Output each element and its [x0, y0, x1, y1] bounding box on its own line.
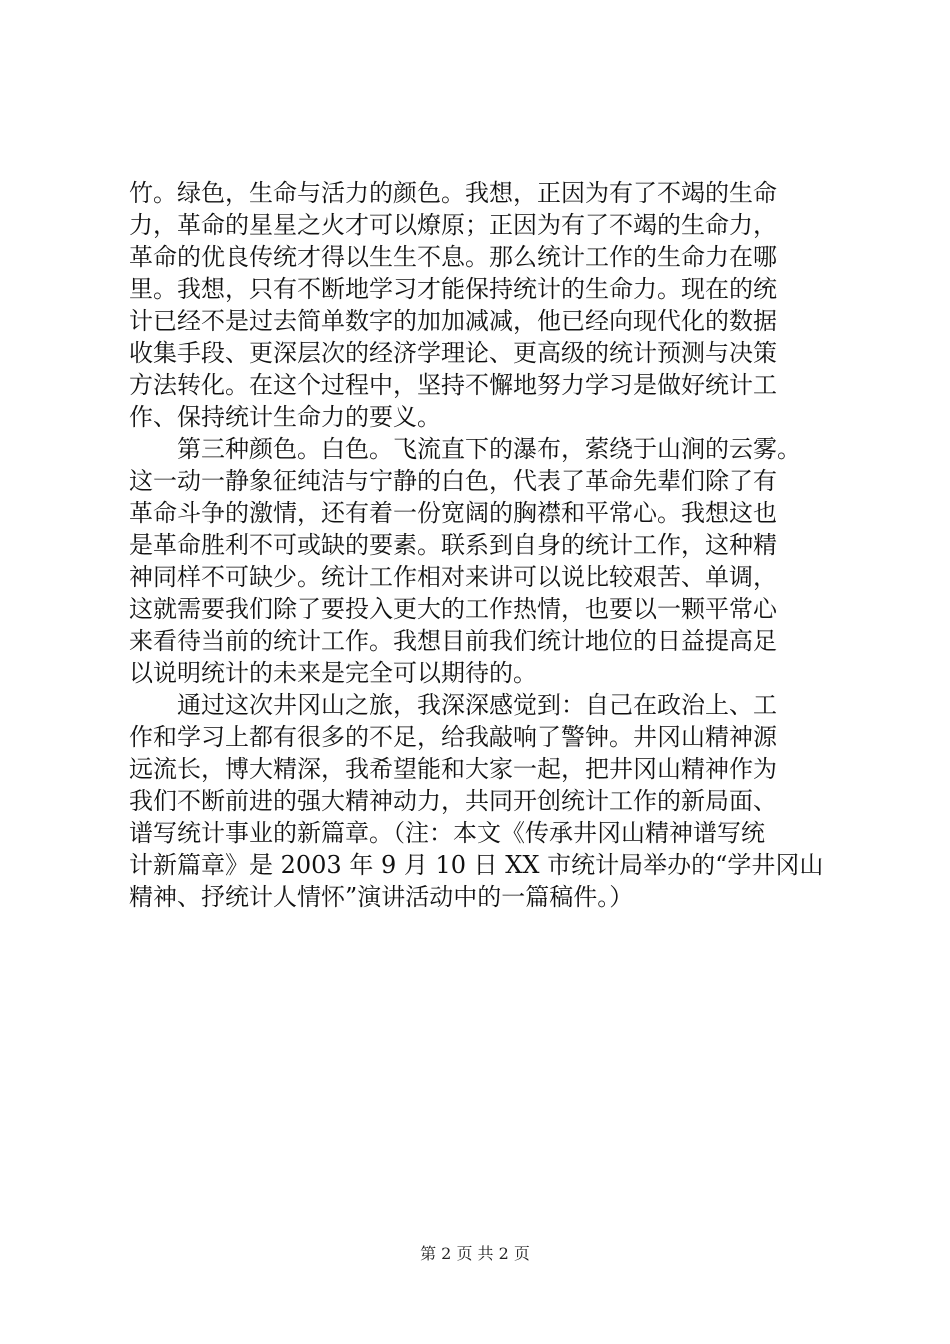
text-line: 谱写统计事业的新篇章。（注：本文《传承井冈山精神谱写统: [129, 819, 765, 847]
text-line: 远流长，博大精深，我希望能和大家一起，把井冈山精神作为: [129, 755, 777, 783]
text-line: 收集手段、更深层次的经济学理论、更高级的统计预测与决策: [129, 339, 777, 367]
text-line: 计已经不是过去简单数字的加加减减，他已经向现代化的数据: [129, 307, 777, 335]
text-line: 第三种颜色。白色。飞流直下的瀑布，萦绕于山涧的云雾。: [129, 435, 801, 463]
text-line: 通过这次井冈山之旅，我深深感觉到：自己在政治上、工: [129, 691, 777, 719]
text-line: 神同样不可缺少。统计工作相对来讲可以说比较艰苦、单调，: [129, 563, 777, 591]
text-line: 革命的优良传统才得以生生不息。那么统计工作的生命力在哪: [129, 243, 777, 271]
paragraph-green-life: [129, 177, 829, 433]
text-line: 计新篇章》是 2003 年 9 月 10 日 XX 市统计局举办的“学井冈山: [129, 851, 824, 879]
text-line: 方法转化。在这个过程中，坚持不懈地努力学习是做好统计工: [129, 371, 777, 399]
text-line: 竹。绿色，生命与活力的颜色。我想，正因为有了不竭的生命: [129, 179, 777, 207]
page-footer: 第 2 页 共 2 页: [420, 1244, 530, 1263]
text-line: 力，革命的星星之火才可以燎原；正因为有了不竭的生命力，: [129, 211, 777, 239]
text-line: 这一动一静象征纯洁与宁静的白色，代表了革命先辈们除了有: [129, 467, 777, 495]
text-line: 这就需要我们除了要投入更大的工作热情，也要以一颗平常心: [129, 595, 777, 623]
document-body: [129, 177, 829, 913]
text-line: 革命斗争的激情，还有着一份宽阔的胸襟和平常心。我想这也: [129, 499, 777, 527]
text-line: 以说明统计的未来是完全可以期待的。: [129, 659, 537, 687]
text-line: 精神、抒统计人情怀”演讲活动中的一篇稿件。）: [129, 883, 634, 911]
text-line: 作和学习上都有很多的不足，给我敲响了警钟。井冈山精神源: [129, 723, 777, 751]
paragraph-white-color: [129, 433, 829, 689]
text-line: 我们不断前进的强大精神动力，共同开创统计工作的新局面、: [129, 787, 777, 815]
text-line: 里。我想，只有不断地学习才能保持统计的生命力。现在的统: [129, 275, 777, 303]
text-line: 是革命胜利不可或缺的要素。联系到自身的统计工作，这种精: [129, 531, 777, 559]
paragraph-conclusion: [129, 689, 829, 913]
text-line: 来看待当前的统计工作。我想目前我们统计地位的日益提高足: [129, 627, 777, 655]
text-line: 作、保持统计生命力的要义。: [129, 403, 441, 431]
